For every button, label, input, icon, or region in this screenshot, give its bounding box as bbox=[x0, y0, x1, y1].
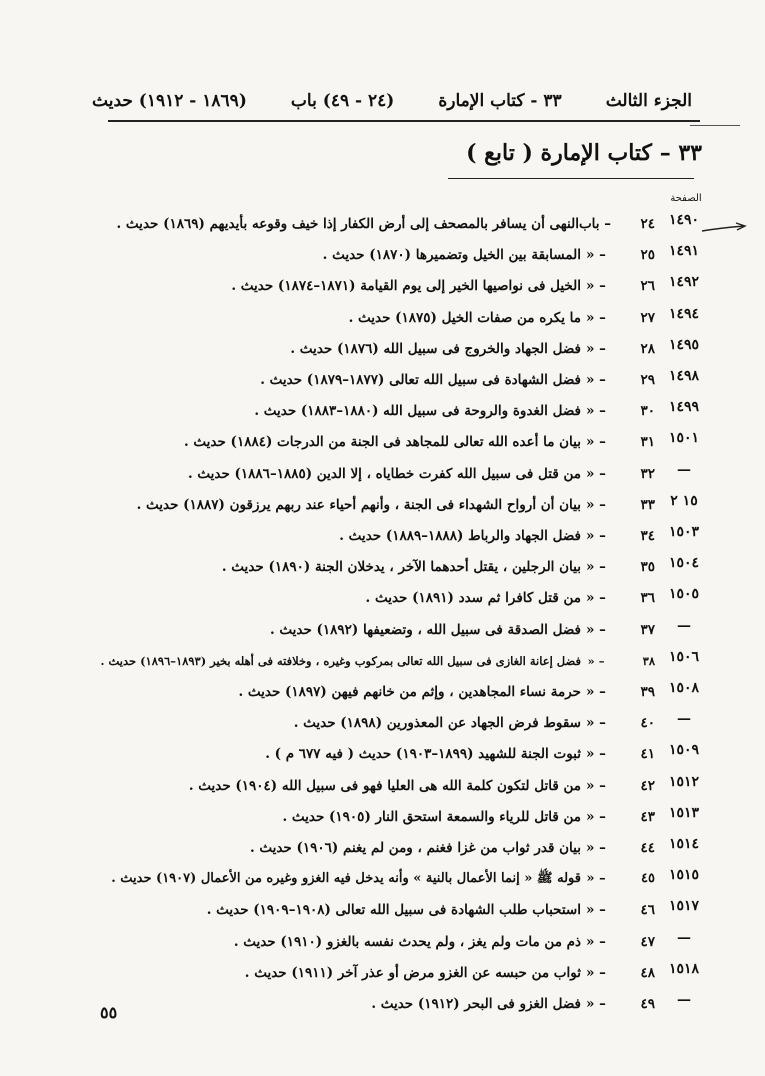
toc-chapter-title: المسابقة بين الخيل وتضميرها (١٨٧٠) حديث . bbox=[322, 247, 581, 264]
toc-entry bbox=[95, 678, 655, 706]
toc-chapter-number: ٤٨ bbox=[640, 964, 655, 981]
toc-chapter-number: ٤٠ bbox=[640, 715, 655, 732]
toc-row bbox=[0, 428, 765, 456]
toc-chapter-title: استحباب طلب الشهادة فى سبيل الله تعالى (١٩٠٨–١٩٠٩) حديث . bbox=[206, 902, 581, 919]
toc-chapter-mark: – « bbox=[586, 996, 606, 1012]
toc-row bbox=[0, 522, 765, 550]
toc-page-number: ١٤٩٤ bbox=[668, 305, 700, 322]
toc-entry bbox=[95, 272, 655, 300]
toc-row bbox=[0, 616, 765, 644]
toc-row bbox=[0, 304, 765, 332]
toc-chapter-mark: – « bbox=[586, 777, 606, 794]
toc-page-number: ١٤٩٩ bbox=[668, 399, 700, 416]
toc-page-number: ١٥٠٣ bbox=[668, 524, 700, 540]
toc-entry bbox=[95, 584, 655, 612]
toc-chapter-mark: – « bbox=[586, 808, 606, 825]
toc-row bbox=[0, 491, 765, 519]
toc-row bbox=[0, 834, 765, 862]
running-header bbox=[92, 86, 692, 116]
toc-entry bbox=[95, 241, 655, 269]
toc-chapter-mark: – « bbox=[586, 933, 606, 950]
toc-chapter-mark: – « bbox=[586, 715, 606, 732]
toc-chapter-mark: – « bbox=[586, 340, 606, 357]
toc-page-number: ١٥١٣ bbox=[668, 804, 700, 821]
toc-chapter-number: ٣٦ bbox=[640, 590, 655, 607]
toc-page-number: — bbox=[677, 711, 691, 728]
toc-chapter-mark: – « bbox=[586, 840, 606, 856]
toc-entry bbox=[95, 709, 655, 737]
toc-chapter-number: ٤٢ bbox=[640, 777, 655, 794]
toc-page-number: — bbox=[677, 992, 691, 1008]
toc-chapter-number: ٤١ bbox=[640, 746, 655, 763]
toc-chapter-number: ٣٧ bbox=[640, 621, 655, 638]
toc-row bbox=[0, 397, 765, 425]
header-book: ٣٣ - كتاب الإمارة bbox=[438, 91, 562, 111]
toc-entry bbox=[95, 990, 655, 1018]
toc-row bbox=[0, 272, 765, 300]
toc-chapter-title: ثواب من حبسه عن الغزو مرض أو عذر آخر (١٩١١) حديث . bbox=[244, 964, 581, 981]
toc-page-number: ١٥١٥ bbox=[668, 867, 700, 884]
toc-chapter-mark: – « bbox=[586, 528, 606, 544]
toc-chapter-title: بيان الرجلين ، يقتل أحدهما الآخر ، يدخلان الجنة (١٨٩٠) حديث . bbox=[221, 559, 581, 576]
toc-row bbox=[0, 241, 765, 269]
toc-chapter-number: ٣٠ bbox=[640, 403, 655, 420]
toc-chapter-number: ٣٥ bbox=[640, 559, 655, 576]
toc-page-number: ١٥٠٥ bbox=[668, 586, 700, 603]
toc-row bbox=[0, 210, 765, 238]
toc-entry bbox=[95, 834, 655, 862]
toc-row bbox=[0, 647, 765, 675]
toc-page-number: ١٥٠٩ bbox=[668, 742, 700, 759]
toc-page-number: ١٥١٨ bbox=[668, 960, 700, 977]
toc-chapter-title: فضل الصدقة فى سبيل الله ، وتضعيفها (١٨٩٢) حديث . bbox=[269, 621, 581, 638]
toc-chapter-number: ٣٢ bbox=[640, 465, 655, 482]
toc-chapter-number: ٢٧ bbox=[640, 309, 655, 326]
toc-row bbox=[0, 959, 765, 987]
toc-entry bbox=[95, 304, 655, 332]
toc-chapter-number: ٢٤ bbox=[640, 216, 655, 232]
toc-chapter-title: قوله ﷺ « إنما الأعمال بالنية » وأنه يدخل فيه الغزو وغيره من الأعمال (١٩٠٧) حديث . bbox=[111, 871, 581, 887]
toc-entry bbox=[95, 491, 655, 519]
toc-chapter-title: النهى أن يسافر بالمصحف إلى أرض الكفار إذا خيف وقوعه بأيديهم (١٨٦٩) حديث . bbox=[116, 216, 579, 232]
toc-chapter-number: ٣٩ bbox=[640, 684, 655, 700]
toc-chapter-mark: – « bbox=[586, 465, 606, 482]
toc-entry bbox=[95, 460, 655, 488]
page-column-label: الصفحة bbox=[670, 193, 702, 204]
toc-chapter-title: من قتل كافرا ثم سدد (١٨٩١) حديث . bbox=[365, 590, 581, 607]
toc-entry bbox=[95, 335, 655, 363]
toc-entry bbox=[95, 647, 655, 675]
toc-chapter-title: بيان أن أرواح الشهداء فى الجنة ، وأنهم أحياء عند ربهم يرزقون (١٨٨٧) حديث . bbox=[136, 496, 581, 513]
toc-page-number: ١٤٩٠ bbox=[668, 212, 700, 228]
toc-page-number: ١٥٠١ bbox=[668, 430, 700, 447]
toc-page-number: ١٤٩٢ bbox=[668, 274, 700, 291]
toc-chapter-mark: – « bbox=[586, 496, 606, 513]
toc-row bbox=[0, 928, 765, 956]
toc-chapter-number: ٢٩ bbox=[640, 372, 655, 388]
toc-page-number: ١٥٠٨ bbox=[668, 680, 700, 696]
toc-chapter-title: فضل الجهاد والرباط (١٨٨٨–١٨٨٩) حديث . bbox=[339, 528, 581, 544]
toc-page-number: ١٥١٢ bbox=[668, 773, 700, 790]
toc-entry bbox=[95, 896, 655, 924]
toc-entry bbox=[95, 803, 655, 831]
toc-chapter-title: فضل الجهاد والخروج فى سبيل الله (١٨٧٦) حديث . bbox=[290, 340, 581, 357]
header-hadith-range: (١٨٦٩ - ١٩١٢) حديث bbox=[92, 91, 247, 111]
toc-entry bbox=[95, 740, 655, 768]
toc-chapter-mark: – « bbox=[587, 653, 605, 668]
toc-chapter-number: ٣١ bbox=[640, 434, 655, 451]
toc-entry bbox=[95, 959, 655, 987]
toc-row bbox=[0, 896, 765, 924]
header-part: الجزء الثالث bbox=[605, 91, 692, 111]
toc-chapter-number: ٢٥ bbox=[640, 247, 655, 264]
toc-page-number: ١٤٩١ bbox=[668, 243, 700, 260]
toc-page-number: ١٥١٤ bbox=[668, 836, 700, 852]
toc-chapter-number: ٤٤ bbox=[640, 840, 655, 856]
toc-row bbox=[0, 772, 765, 800]
toc-chapter-number: ٣٣ bbox=[640, 496, 655, 513]
toc-chapter-title: الخيل فى نواصيها الخير إلى يوم القيامة (١٨٧١–١٨٧٤) حديث . bbox=[231, 278, 581, 295]
toc-chapter-mark: – « bbox=[586, 309, 606, 326]
toc-entry bbox=[95, 397, 655, 425]
toc-chapter-mark: – « bbox=[586, 746, 606, 763]
toc-chapter-mark: – « bbox=[586, 247, 606, 264]
toc-row bbox=[0, 584, 765, 612]
toc-chapter-title: بيان ما أعده الله تعالى للمجاهد فى الجنة من الدرجات (١٨٨٤) حديث . bbox=[184, 434, 581, 451]
toc-row bbox=[0, 335, 765, 363]
toc-chapter-title: من قتل فى سبيل الله كفرت خطاياه ، إلا الدين (١٨٨٥–١٨٨٦) حديث . bbox=[187, 465, 581, 482]
toc-row bbox=[0, 740, 765, 768]
toc-row bbox=[0, 678, 765, 706]
toc-chapter-title: فضل إعانة الغازى فى سبيل الله تعالى بمركوب وغيره ، وخلافته فى أهله بخير (١٨٩٣–١٨٩٦) حديث . bbox=[100, 653, 581, 668]
toc-page-number: — bbox=[677, 617, 691, 634]
toc-chapter-mark: – « bbox=[586, 590, 606, 607]
toc-chapter-title: من قاتل لتكون كلمة الله هى العليا فهو فى سبيل الله (١٩٠٤) حديث . bbox=[188, 777, 581, 794]
title-underline bbox=[448, 178, 694, 179]
toc-chapter-title: فضل الغزو فى البحر (١٩١٢) حديث . bbox=[371, 996, 581, 1012]
toc-chapter-mark: – « bbox=[586, 278, 606, 295]
toc-chapter-number: ٤٩ bbox=[640, 996, 655, 1012]
toc-page-number: ١٥٠٤ bbox=[668, 555, 700, 572]
toc-row bbox=[0, 803, 765, 831]
toc-chapter-title: حرمة نساء المجاهدين ، وإثم من خانهم فيهن (١٨٩٧) حديث . bbox=[238, 684, 581, 700]
toc-page-number: ١٥٠٦ bbox=[668, 648, 700, 665]
toc-page-number: — bbox=[677, 461, 691, 478]
toc-row bbox=[0, 553, 765, 581]
toc-chapter-number: ٤٥ bbox=[641, 871, 655, 887]
toc-chapter-number: ٣٨ bbox=[642, 653, 655, 668]
toc-entry bbox=[95, 366, 655, 394]
toc-chapter-title: ذم من مات ولم يغز ، ولم يحدث نفسه بالغزو (١٩١٠) حديث . bbox=[233, 933, 581, 950]
toc-chapter-mark: – « bbox=[586, 559, 606, 576]
toc-chapter-title: بيان قدر ثواب من غزا فغنم ، ومن لم يغنم (١٩٠٦) حديث . bbox=[249, 840, 581, 856]
toc-row bbox=[0, 460, 765, 488]
toc-entry bbox=[95, 616, 655, 644]
header-rule bbox=[108, 120, 700, 122]
toc-chapter-title: ثبوت الجنة للشهيد (١٨٩٩–١٩٠٣) حديث ( فيه ٦٧٧ م ) . bbox=[265, 746, 581, 763]
toc-row bbox=[0, 865, 765, 893]
toc-chapter-mark: – « bbox=[586, 403, 606, 420]
page-number: ٥٥ bbox=[100, 1003, 118, 1022]
toc-entry bbox=[95, 865, 655, 893]
toc-chapter-number: ٢٨ bbox=[640, 340, 655, 357]
toc-chapter-title: فضل الشهادة فى سبيل الله تعالى (١٨٧٧–١٨٧٩) حديث . bbox=[260, 372, 581, 388]
toc-page-number: ١٤٩٥ bbox=[668, 336, 700, 353]
toc-chapter-number: ٤٣ bbox=[640, 808, 655, 825]
toc-chapter-title: ما يكره من صفات الخيل (١٨٧٥) حديث . bbox=[348, 309, 581, 326]
toc-page-number: ١٤٩٨ bbox=[668, 368, 700, 384]
toc-chapter-mark: – « bbox=[586, 434, 606, 451]
toc-page-number: — bbox=[677, 929, 691, 946]
toc-chapter-number: ٣٤ bbox=[640, 528, 655, 544]
toc-chapter-number: ٢٦ bbox=[640, 278, 655, 295]
toc-entry bbox=[95, 428, 655, 456]
toc-page-number: ١٥١٧ bbox=[668, 898, 700, 915]
section-title: ٣٣ – كتاب الإمارة ( تابع ) bbox=[466, 140, 702, 166]
toc-chapter-mark: – « bbox=[586, 684, 606, 700]
toc-row bbox=[0, 709, 765, 737]
toc-entry bbox=[95, 522, 655, 550]
toc-chapter-title: من قاتل للرياء والسمعة استحق النار (١٩٠٥) حديث . bbox=[282, 808, 581, 825]
toc-chapter-number: ٤٧ bbox=[640, 933, 655, 950]
toc-chapter-number: ٤٦ bbox=[640, 902, 655, 919]
toc-chapter-mark: – « bbox=[586, 372, 606, 388]
toc-chapter-mark: – « bbox=[586, 871, 606, 887]
toc-page-number: ١٥ ٢ bbox=[670, 492, 698, 509]
toc-row bbox=[0, 366, 765, 394]
toc-entry bbox=[95, 772, 655, 800]
toc-entry bbox=[95, 928, 655, 956]
toc-chapter-mark: – « bbox=[586, 964, 606, 981]
toc-entry bbox=[95, 553, 655, 581]
header-rule-tail bbox=[690, 125, 740, 126]
header-chapters: (٢٤ - ٤٩) باب bbox=[290, 91, 395, 111]
toc-chapter-mark: – « bbox=[586, 902, 606, 919]
toc-chapter-title: سقوط فرض الجهاد عن المعذورين (١٨٩٨) حديث . bbox=[293, 715, 581, 732]
toc-chapter-title: فضل الغدوة والروحة فى سبيل الله (١٨٨٠–١٨٨٣) حديث . bbox=[254, 403, 581, 420]
toc-chapter-mark: – باب bbox=[578, 216, 611, 232]
toc-chapter-mark: – « bbox=[586, 621, 606, 638]
toc-entry bbox=[95, 210, 655, 238]
